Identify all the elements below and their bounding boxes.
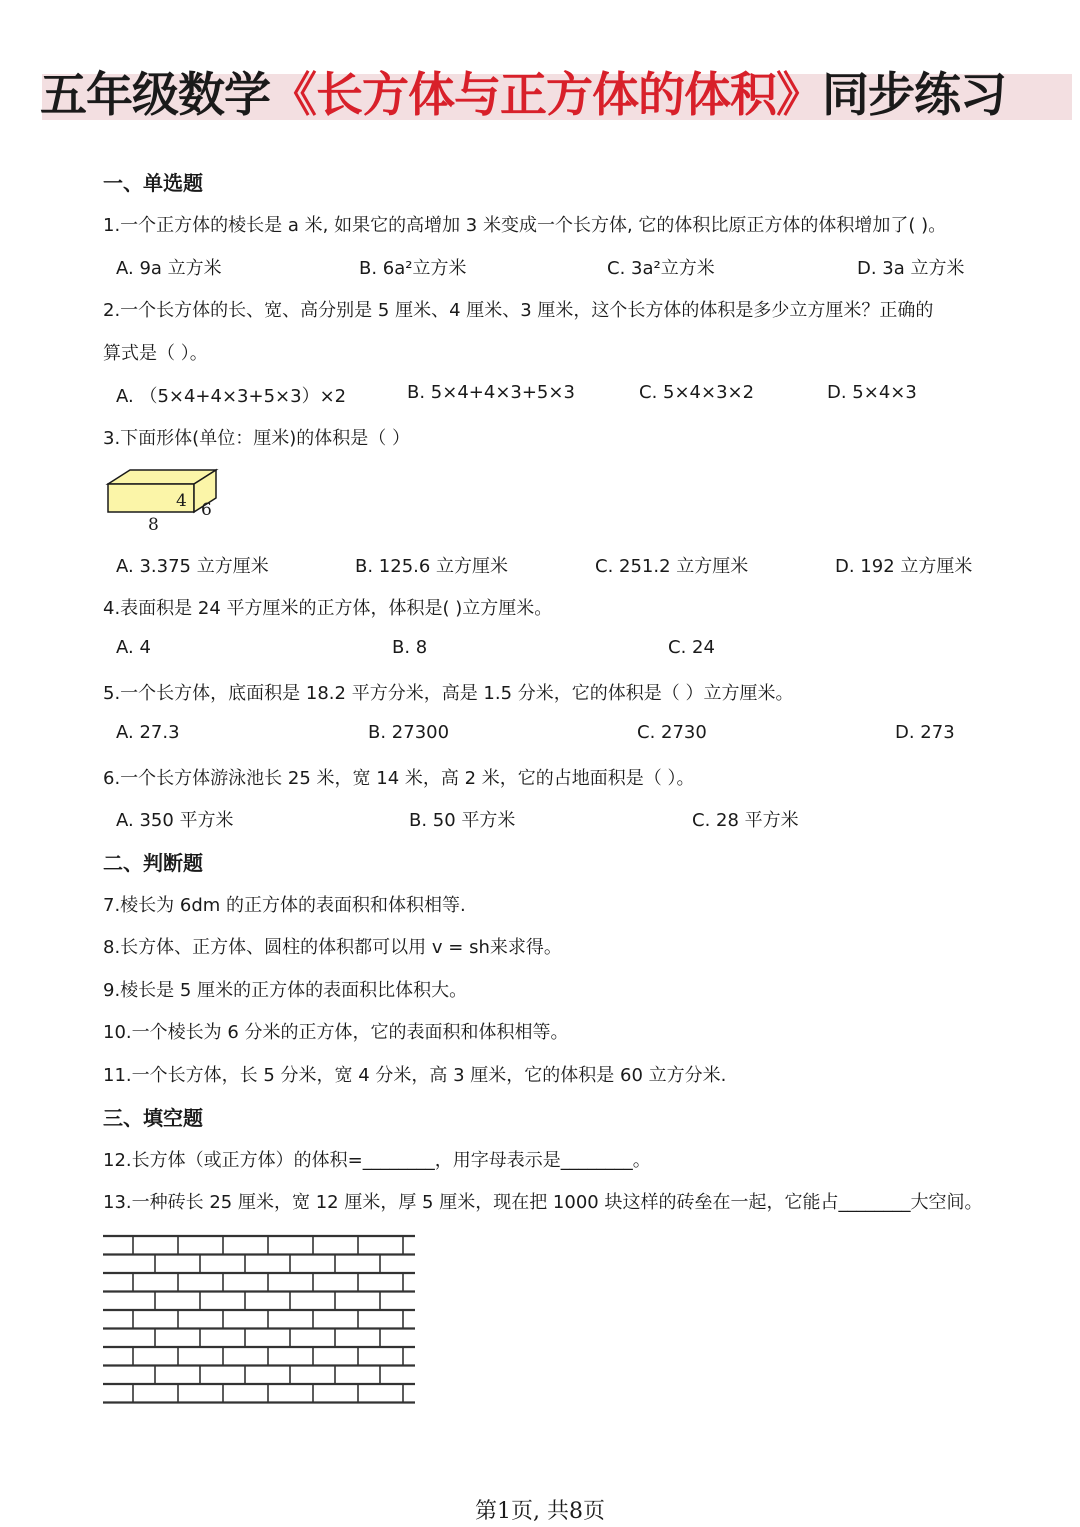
q4-option-a: A. 4 (116, 637, 151, 658)
q1-option-c: C. 3a²立方米 (607, 258, 715, 279)
q4-option-c: C. 24 (668, 637, 715, 658)
question-6: 6.一个长方体游泳池长 25 米，宽 14 米，高 2 米，它的占地面积是（ ）。 (103, 768, 695, 789)
q5-option-c: C. 2730 (637, 722, 707, 743)
q1-option-d: D. 3a 立方米 (857, 258, 965, 279)
q5-option-b: B. 27300 (368, 722, 450, 743)
q5-option-a: A. 27.3 (116, 722, 180, 743)
question-11: 11.一个长方体，长 5 分米，宽 4 分米，高 3 厘米，它的体积是 60 立方分米. (103, 1065, 727, 1086)
question-13: 13.一种砖长 25 厘米，宽 12 厘米，厚 5 厘米，现在把 1000 块这样的砖垒在一起，它能占________大空间。 (103, 1192, 983, 1213)
question-4: 4.表面积是 24 平方厘米的正方体，体积是( )立方厘米。 (103, 598, 553, 619)
question-10: 10.一个棱长为 6 分米的正方体，它的表面积和体积相等。 (103, 1022, 569, 1043)
page-footer: 第1页, 共8页 (475, 1499, 605, 1524)
question-9: 9.棱长是 5 厘米的正方体的表面积比体积大。 (103, 980, 468, 1001)
q3-option-b: B. 125.6 立方厘米 (355, 556, 509, 577)
q3-option-c: C. 251.2 立方厘米 (595, 556, 749, 577)
q6-option-c: C. 28 平方米 (692, 810, 799, 831)
q3-option-d: D. 192 立方厘米 (835, 556, 973, 577)
title-part-practice: 同步练习 (822, 68, 1006, 123)
question-1: 1.一个正方体的棱长是 a 米, 如果它的高增加 3 米变成一个长方体, 它的体积比原正方体的体积增加了( )。 (103, 215, 947, 236)
q2-option-d: D. 5×4×3 (827, 382, 917, 403)
section-heading-fill-blank: 三、填空题 (103, 1106, 203, 1130)
page-title (40, 64, 1080, 128)
q1-option-b: B. 6a²立方米 (359, 258, 467, 279)
question-8: 8.长方体、正方体、圆柱的体积都可以用 v = sh来求得。 (103, 937, 562, 958)
title-part-topic: 《长方体与正方体的体积》 (270, 68, 822, 123)
cuboid-height-label: 4 (176, 491, 187, 511)
q2-option-a: A. （5×4+4×3+5×3）×2 (116, 386, 347, 407)
question-12: 12.长方体（或正方体）的体积=________，用字母表示是________。 (103, 1150, 651, 1171)
cuboid-width-label: 6 (201, 500, 212, 520)
cuboid-figure (100, 462, 230, 536)
cuboid-length-label: 8 (148, 515, 159, 535)
q6-option-a: A. 350 平方米 (116, 810, 234, 831)
q4-option-b: B. 8 (392, 637, 428, 658)
q6-option-b: B. 50 平方米 (409, 810, 516, 831)
question-2: 2.一个长方体的长、宽、高分别是 5 厘米、4 厘米、3 厘米，这个长方体的体积是多少立方厘米？正确的 (103, 300, 934, 321)
q1-option-a: A. 9a 立方米 (116, 258, 222, 279)
section-heading-single-choice: 一、单选题 (103, 171, 203, 195)
q3-option-a: A. 3.375 立方厘米 (116, 556, 269, 577)
q2-option-c: C. 5×4×3×2 (639, 382, 755, 403)
section-heading-true-false: 二、判断题 (103, 851, 203, 875)
title-part-grade: 五年级数学 (40, 68, 270, 123)
question-5: 5.一个长方体，底面积是 18.2 平方分米，高是 1.5 分米，它的体积是（ ）立方厘米。 (103, 683, 794, 704)
brick-wall-figure (103, 1234, 417, 1406)
q5-option-d: D. 273 (895, 722, 955, 743)
question-2-continued: 算式是（ ）。 (103, 343, 208, 364)
q2-option-b: B. 5×4+4×3+5×3 (407, 382, 575, 403)
question-7: 7.棱长为 6dm 的正方体的表面积和体积相等. (103, 895, 466, 916)
question-3: 3.下面形体(单位：厘米)的体积是（ ） (103, 428, 410, 449)
